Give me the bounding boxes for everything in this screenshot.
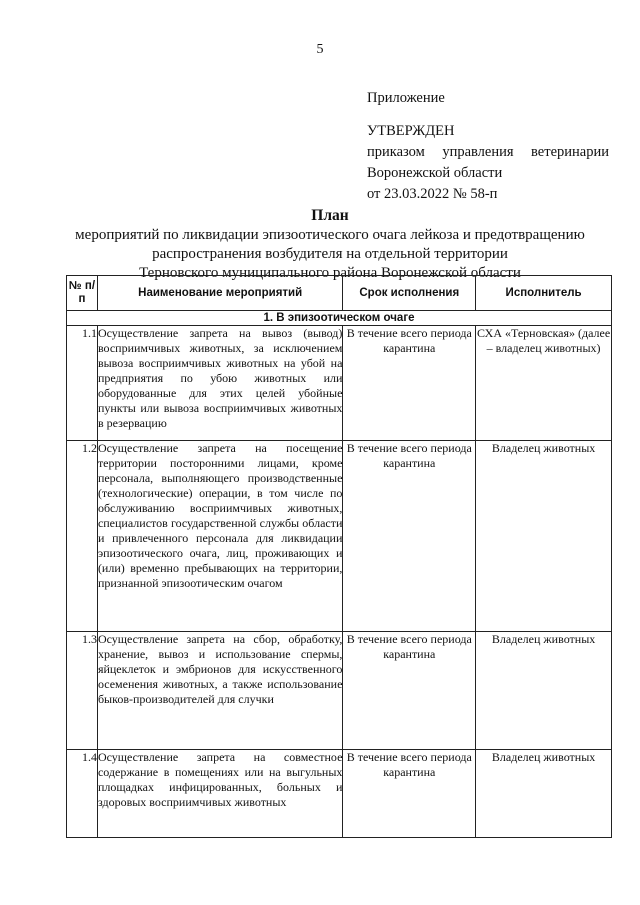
table-row bbox=[67, 441, 612, 632]
row-exec: Владелец животных bbox=[476, 632, 612, 750]
page-number: 5 bbox=[316, 42, 324, 57]
measures-table bbox=[66, 275, 612, 838]
header-exec: Исполнитель bbox=[476, 276, 612, 311]
plan-subtitle-3: Терновского муниципального района Воронежской области bbox=[139, 265, 521, 281]
row-name: Осуществление запрета на вывоз (вывод) восприимчивых животных, за исключением вывоза восприимчивых животных на убой на предприятия по убою животных или оборудованные для этих целей убойные пункты или вывоза восприимчивых животных в резервацию bbox=[97, 326, 342, 441]
approved-label: УТВЕРЖДЕН bbox=[367, 123, 455, 139]
row-term: В течение всего периода карантина bbox=[343, 750, 476, 838]
table-header-row bbox=[67, 276, 612, 311]
row-num: 1.4 bbox=[67, 750, 98, 838]
row-exec: СХА «Терновская» (далее – владелец животных) bbox=[476, 326, 612, 441]
plan-heading bbox=[60, 206, 600, 283]
row-num: 1.3 bbox=[67, 632, 98, 750]
plan-subtitle-2: распространения возбудителя на отдельной территории bbox=[152, 246, 508, 262]
plan-title: План bbox=[311, 207, 349, 224]
approval-region-line: Воронежской области bbox=[367, 165, 503, 181]
row-num: 1.1 bbox=[67, 326, 98, 441]
header-term: Срок исполнения bbox=[343, 276, 476, 311]
table-row bbox=[67, 750, 612, 838]
section-row bbox=[67, 311, 612, 326]
section-title: 1. В эпизоотическом очаге bbox=[67, 311, 612, 326]
appendix-label: Приложение bbox=[367, 90, 445, 106]
row-term: В течение всего периода карантина bbox=[343, 632, 476, 750]
row-name: Осуществление запрета на совместное содержание в помещениях или на выгульных площадках инфицированных, больных и здоровых восприимчивых животных bbox=[97, 750, 342, 838]
approval-date-line: от 23.03.2022 № 58-п bbox=[367, 186, 498, 202]
row-exec: Владелец животных bbox=[476, 750, 612, 838]
header-num: № п/п bbox=[67, 276, 98, 311]
row-name: Осуществление запрета на посещение территории посторонними лицами, кроме персонала, выполняющего производственные (технологические) операции, в том числе по обслуживанию восприимчивых животных, специалистов государственной службы области и привлеченного персонала для ликвидации эпизоотического очага, лиц, проживающих и (или) временно пребывающих на территории, признанной эпизоотическим очагом bbox=[97, 441, 342, 632]
row-name: Осуществление запрета на сбор, обработку, хранение, вывоз и использование спермы, яйцеклеток и эмбрионов для искусственного осеменения животных, а также использование быков-производителей для случки bbox=[97, 632, 342, 750]
row-term: В течение всего периода карантина bbox=[343, 326, 476, 441]
approval-order-line: приказом управления ветеринарии bbox=[367, 144, 609, 160]
plan-subtitle-1: мероприятий по ликвидации эпизоотического очага лейкоза и предотвращению bbox=[75, 227, 585, 243]
row-num: 1.2 bbox=[67, 441, 98, 632]
row-term: В течение всего периода карантина bbox=[343, 441, 476, 632]
row-exec: Владелец животных bbox=[476, 441, 612, 632]
table-row bbox=[67, 632, 612, 750]
table-row bbox=[67, 326, 612, 441]
header-name: Наименование мероприятий bbox=[97, 276, 342, 311]
approval-block bbox=[367, 88, 609, 205]
